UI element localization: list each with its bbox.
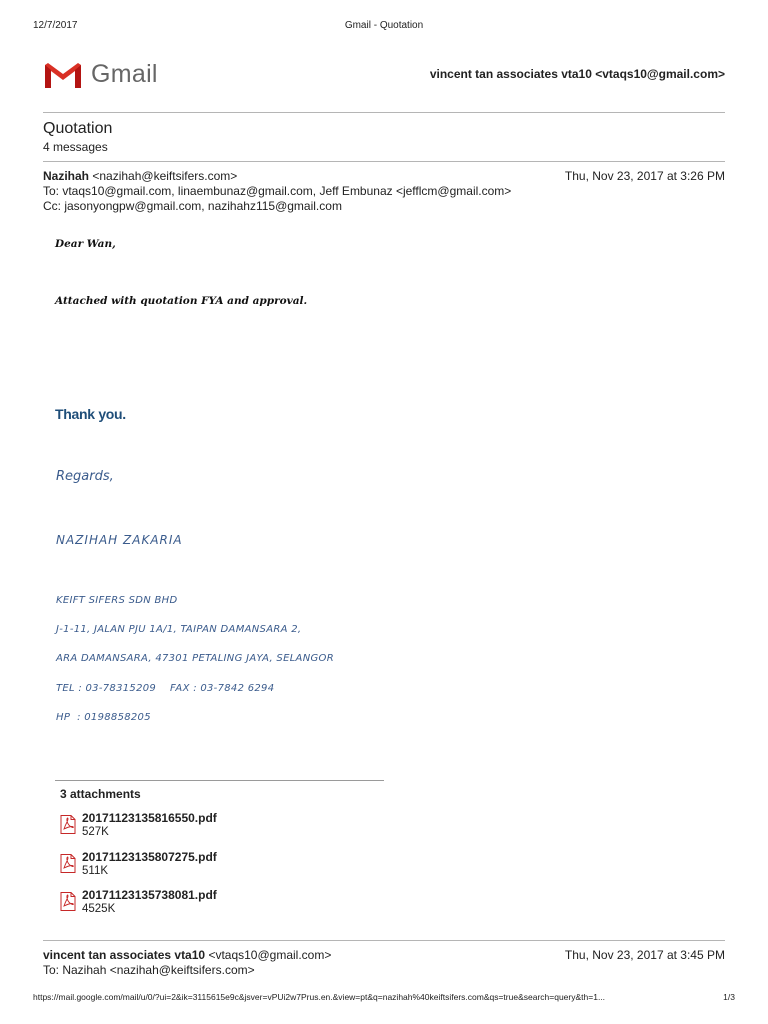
- attachment-size: 4525K: [82, 903, 116, 915]
- attachment-item[interactable]: [58, 811, 358, 841]
- attachments-title: 3 attachments: [60, 787, 141, 801]
- recipients-to: To: vtaqs10@gmail.com, linaembunaz@gmail.com, Jeff Embunaz <jefflcm@gmail.com>: [43, 184, 512, 198]
- divider: [43, 940, 725, 941]
- recipients-cc: Cc: jasonyongpw@gmail.com, nazihahz115@gmail.com: [43, 199, 342, 213]
- message-sender: [43, 169, 237, 184]
- message-sender: [43, 948, 331, 963]
- regards-line: Regards,: [56, 469, 114, 484]
- signature-name: NAZIHAH ZAKARIA: [56, 533, 183, 547]
- sender-name: vincent tan associates vta10: [43, 948, 206, 962]
- divider: [43, 112, 725, 113]
- attachment-name[interactable]: 20171123135807275.pdf: [82, 850, 217, 864]
- sender-name: Nazihah: [43, 169, 90, 183]
- sender-email[interactable]: <vtaqs10@gmail.com>: [208, 948, 332, 962]
- divider: [43, 161, 725, 162]
- company-address-2: ARA DAMANSARA, 47301 PETALING JAYA, SELANGOR: [56, 653, 334, 664]
- attachment-name[interactable]: 20171123135816550.pdf: [82, 811, 217, 825]
- print-title: Gmail - Quotation: [344, 20, 424, 31]
- company-mobile: HP : 0198858205: [56, 712, 151, 723]
- gmail-wordmark: Gmail: [91, 60, 158, 88]
- account-label: vincent tan associates vta10 <vtaqs10@gmail.com>: [429, 67, 725, 81]
- print-url: https://mail.google.com/mail/u/0/?ui=2&ik=3115615e9c&jsver=vPUi2w7Prus.en.&view=pt&q=nazihah%40keiftsifers.com&qs=true&search=query&th=1...: [33, 992, 606, 1002]
- email-greeting: Dear Wan,: [55, 238, 116, 250]
- pdf-icon: [60, 815, 76, 834]
- attachment-size: 527K: [82, 826, 109, 838]
- attachment-item[interactable]: [58, 850, 358, 880]
- message-datetime: Thu, Nov 23, 2017 at 3:45 PM: [564, 948, 725, 962]
- thread-subject: Quotation: [43, 120, 113, 137]
- company-name: KEIFT SIFERS SDN BHD: [56, 595, 178, 606]
- message-datetime: Thu, Nov 23, 2017 at 3:26 PM: [564, 169, 725, 183]
- gmail-logo-icon: [43, 59, 83, 91]
- page-number: 1/3: [723, 992, 735, 1002]
- email-body: Attached with quotation FYA and approval.: [55, 295, 308, 307]
- pdf-icon: [60, 854, 76, 873]
- message-count: 4 messages: [43, 140, 108, 154]
- thanks-line: Thank you.: [55, 406, 126, 422]
- company-phone-fax: TEL : 03-78315209 FAX : 03-7842 6294: [56, 683, 275, 694]
- attachment-name[interactable]: 20171123135738081.pdf: [82, 888, 217, 902]
- attachment-item[interactable]: [58, 888, 358, 918]
- company-address-1: J-1-11, JALAN PJU 1A/1, TAIPAN DAMANSARA 2,: [56, 624, 302, 635]
- recipients-to: To: Nazihah <nazihah@keiftsifers.com>: [43, 963, 255, 977]
- sender-email[interactable]: <nazihah@keiftsifers.com>: [92, 169, 238, 183]
- attachment-size: 511K: [82, 865, 109, 877]
- attachments-divider: [55, 780, 384, 781]
- pdf-icon: [60, 892, 76, 911]
- print-date: 12/7/2017: [33, 20, 78, 31]
